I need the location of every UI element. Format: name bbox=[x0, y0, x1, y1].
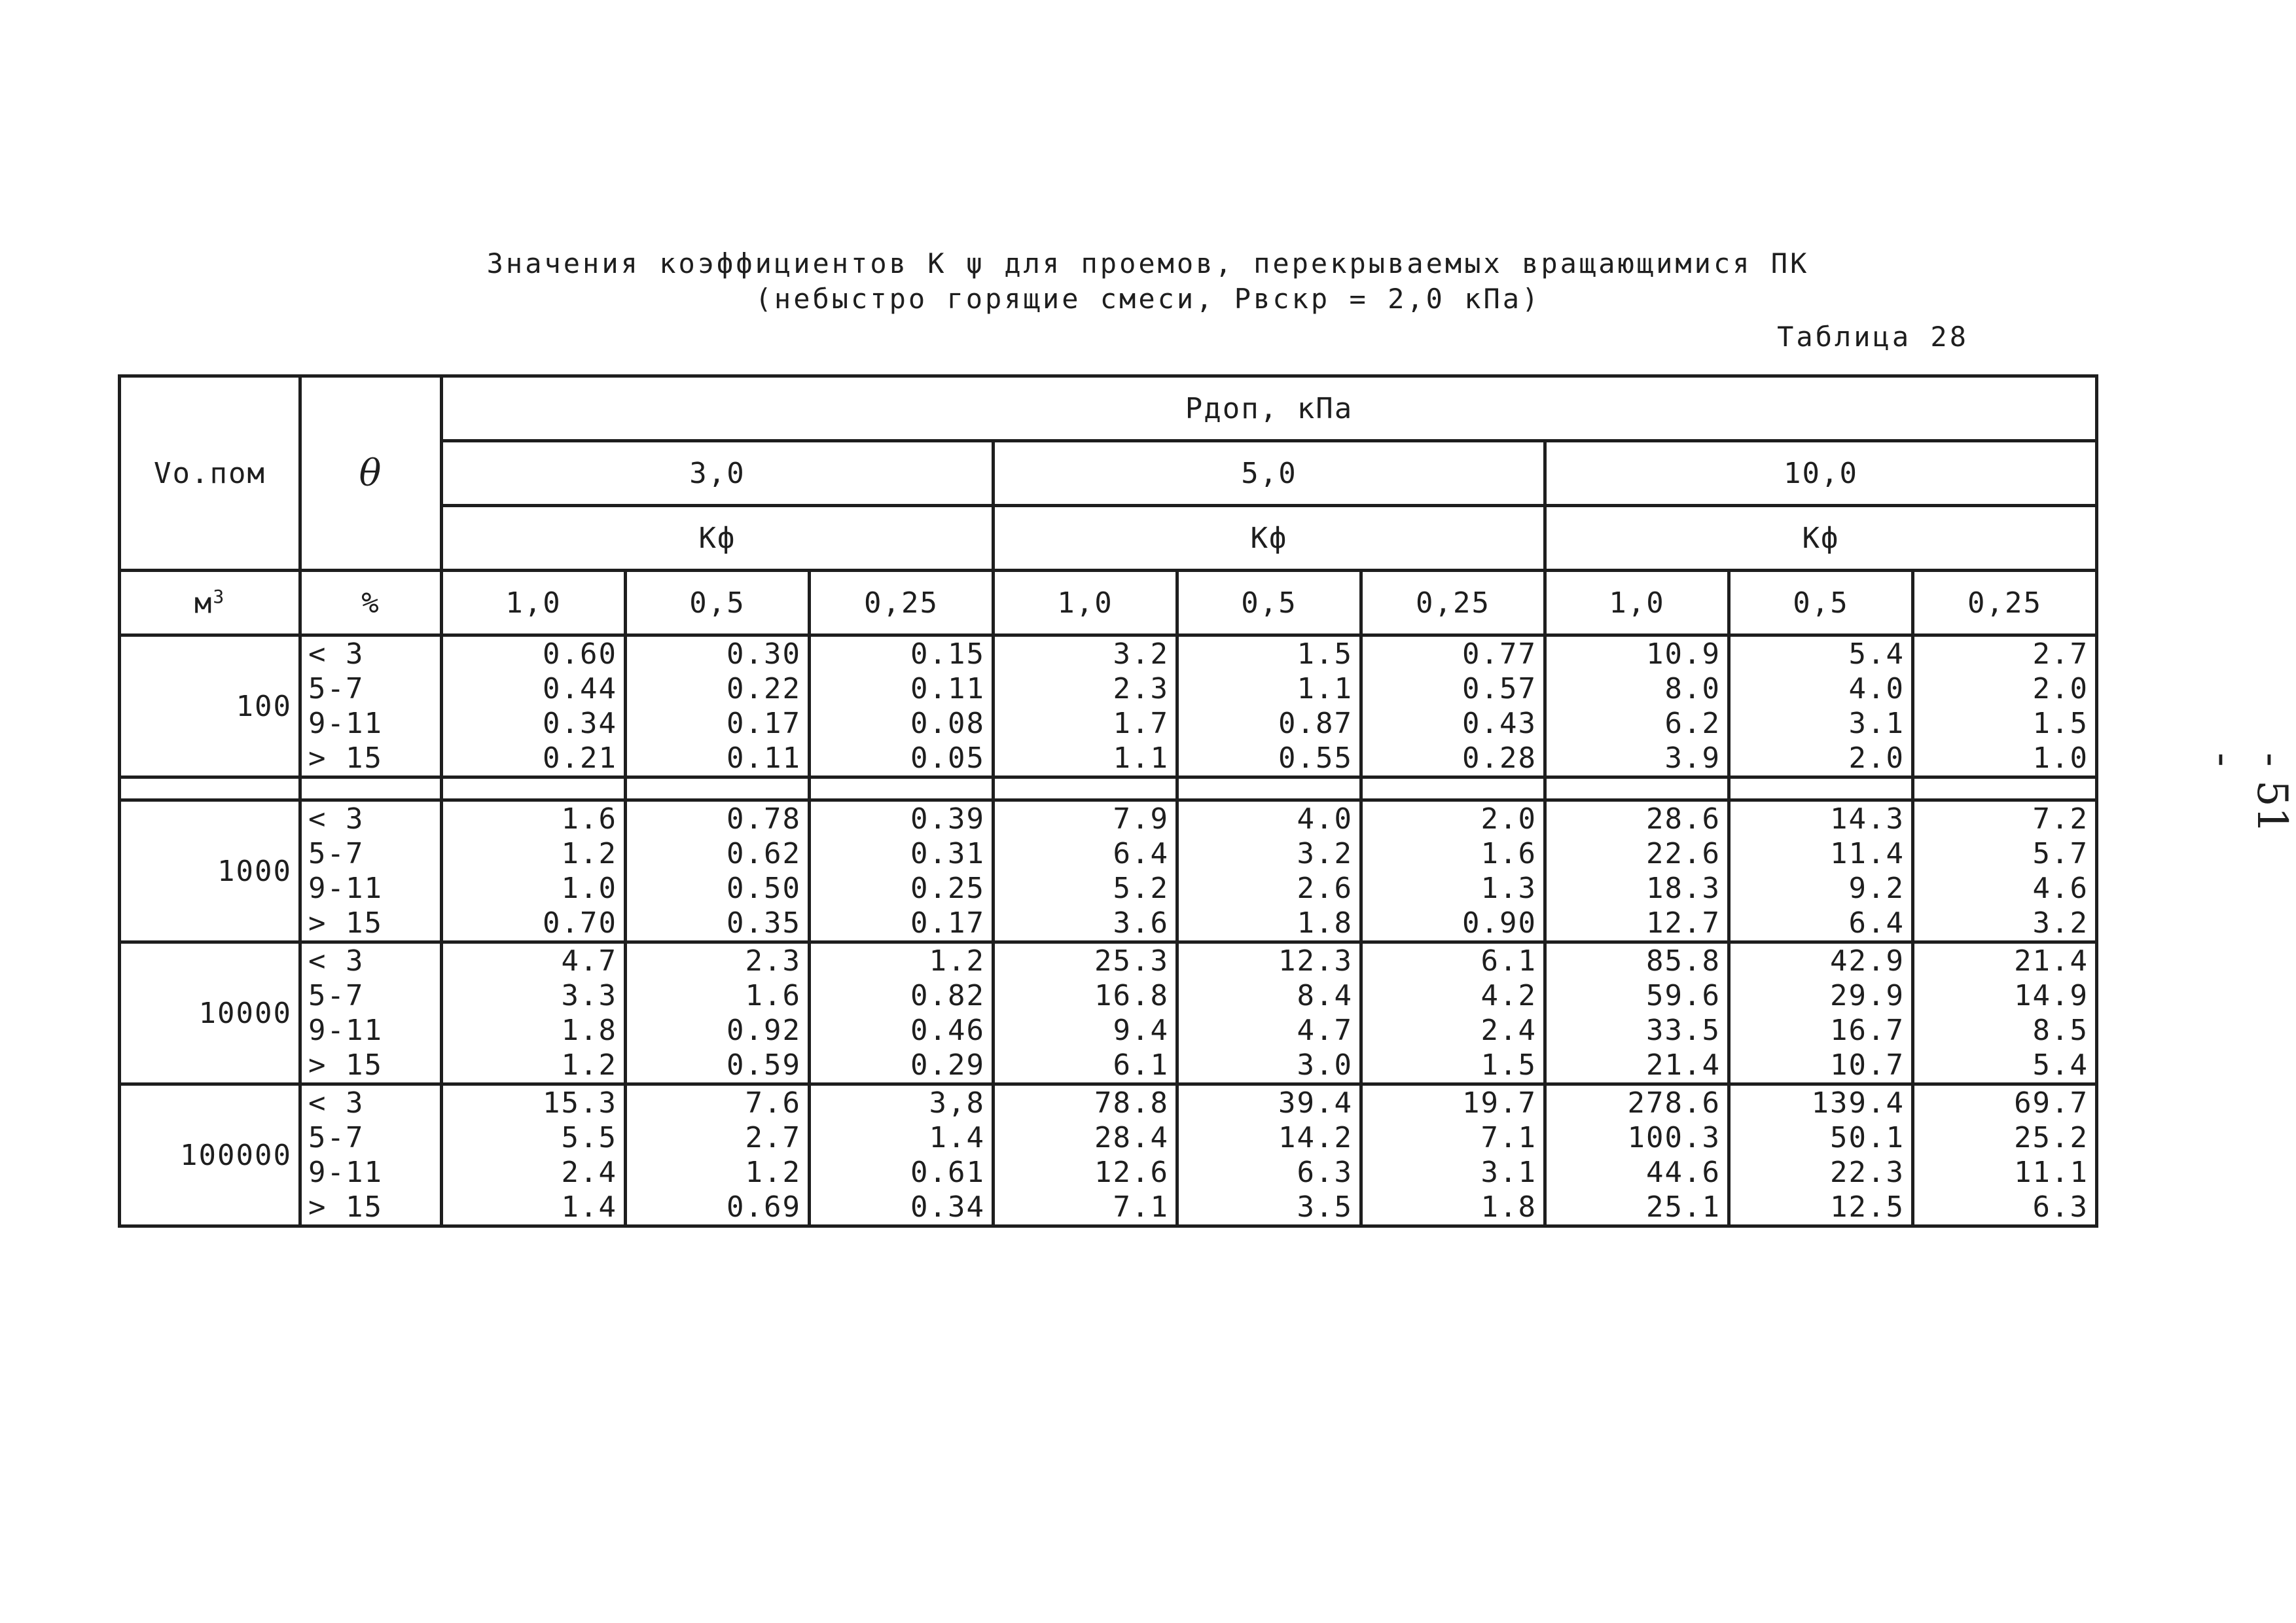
coefficient-table bbox=[118, 374, 2098, 1228]
value-cell: 25.3 16.8 9.4 6.1 bbox=[994, 942, 1177, 1084]
theta-unit: % bbox=[300, 571, 442, 635]
value-cell: 78.8 28.4 12.6 7.1 bbox=[994, 1084, 1177, 1226]
volume-cell: 10000 bbox=[120, 942, 300, 1084]
value-cell: 19.7 7.1 3.1 1.8 bbox=[1361, 1084, 1545, 1226]
value-cell: 15.3 5.5 2.4 1.4 bbox=[442, 1084, 626, 1226]
value-cell: 5.4 4.0 3.1 2.0 bbox=[1729, 635, 1913, 777]
table-title-line2: (небыстро горящие смеси, Pвскр = 2,0 кПа) bbox=[755, 283, 1541, 315]
k-value: 0,5 bbox=[1729, 571, 1913, 635]
page-number: - 51 - bbox=[2199, 753, 2296, 834]
value-cell: 85.8 59.6 33.5 21.4 bbox=[1545, 942, 1729, 1084]
theta-header bbox=[300, 376, 442, 571]
k-value: 0,25 bbox=[1913, 571, 2097, 635]
value-cell: 39.4 14.2 6.3 3.5 bbox=[1177, 1084, 1361, 1226]
value-cell: 2.3 1.6 0.92 0.59 bbox=[626, 942, 810, 1084]
k-header: Kф bbox=[1545, 506, 2097, 571]
value-cell: 10.9 8.0 6.2 3.9 bbox=[1545, 635, 1729, 777]
k-value: 0,25 bbox=[810, 571, 994, 635]
value-cell: 14.3 11.4 9.2 6.4 bbox=[1729, 800, 1913, 942]
k-value: 1,0 bbox=[1545, 571, 1729, 635]
value-cell: 0.78 0.62 0.50 0.35 bbox=[626, 800, 810, 942]
value-cell: 69.7 25.2 11.1 6.3 bbox=[1913, 1084, 2097, 1226]
value-cell: 4.0 3.2 2.6 1.8 bbox=[1177, 800, 1361, 942]
value-cell: 7.6 2.7 1.2 0.69 bbox=[626, 1084, 810, 1226]
table-row bbox=[120, 1084, 2097, 1226]
value-cell: 3,8 1.4 0.61 0.34 bbox=[810, 1084, 994, 1226]
vol-unit-sup: 3 bbox=[213, 585, 226, 607]
k-header: Kф bbox=[442, 506, 994, 571]
table-row bbox=[120, 800, 2097, 942]
value-cell: 1.5 1.1 0.87 0.55 bbox=[1177, 635, 1361, 777]
table-row bbox=[120, 635, 2097, 777]
vol-unit: м bbox=[194, 586, 213, 620]
theta-cell: < 3 5-7 9-11 > 15 bbox=[300, 1084, 442, 1226]
theta-cell: < 3 5-7 9-11 > 15 bbox=[300, 800, 442, 942]
value-cell: 0.77 0.57 0.43 0.28 bbox=[1361, 635, 1545, 777]
table-title-line1: Значения коэффициентов K ψ для проемов, перекрываемых вращающимися ПК bbox=[486, 247, 1810, 279]
theta-symbol: θ bbox=[359, 452, 383, 495]
value-cell: 7.9 6.4 5.2 3.6 bbox=[994, 800, 1177, 942]
volume-cell: 100 bbox=[120, 635, 300, 777]
theta-cell: < 3 5-7 9-11 > 15 bbox=[300, 635, 442, 777]
value-cell: 2.7 2.0 1.5 1.0 bbox=[1913, 635, 2097, 777]
volume-cell: 100000 bbox=[120, 1084, 300, 1226]
k-header: Kф bbox=[994, 506, 1545, 571]
k-value: 0,5 bbox=[626, 571, 810, 635]
value-cell: 0.60 0.44 0.34 0.21 bbox=[442, 635, 626, 777]
k-value: 1,0 bbox=[442, 571, 626, 635]
value-cell: 6.1 4.2 2.4 1.5 bbox=[1361, 942, 1545, 1084]
k-value: 0,25 bbox=[1361, 571, 1545, 635]
pdop-value: 3,0 bbox=[442, 441, 994, 506]
k-value: 0,5 bbox=[1177, 571, 1361, 635]
value-cell: 3.2 2.3 1.7 1.1 bbox=[994, 635, 1177, 777]
pdop-value: 10,0 bbox=[1545, 441, 2097, 506]
volume-cell: 1000 bbox=[120, 800, 300, 942]
value-cell: 0.15 0.11 0.08 0.05 bbox=[810, 635, 994, 777]
theta-cell: < 3 5-7 9-11 > 15 bbox=[300, 942, 442, 1084]
value-cell: 21.4 14.9 8.5 5.4 bbox=[1913, 942, 2097, 1084]
table-number: Таблица 28 bbox=[1777, 321, 1969, 353]
pdop-value: 5,0 bbox=[994, 441, 1545, 506]
value-cell: 278.6 100.3 44.6 25.1 bbox=[1545, 1084, 1729, 1226]
table-row bbox=[120, 942, 2097, 1084]
value-cell: 0.39 0.31 0.25 0.17 bbox=[810, 800, 994, 942]
value-cell: 0.30 0.22 0.17 0.11 bbox=[626, 635, 810, 777]
pdop-header: Pдоп, кПа bbox=[442, 376, 2097, 441]
k-value: 1,0 bbox=[994, 571, 1177, 635]
vol-unit-header bbox=[120, 571, 300, 635]
value-cell: 12.3 8.4 4.7 3.0 bbox=[1177, 942, 1361, 1084]
value-cell: 42.9 29.9 16.7 10.7 bbox=[1729, 942, 1913, 1084]
vol-header: Vo.пом bbox=[120, 376, 300, 571]
value-cell: 139.4 50.1 22.3 12.5 bbox=[1729, 1084, 1913, 1226]
value-cell: 2.0 1.6 1.3 0.90 bbox=[1361, 800, 1545, 942]
value-cell: 7.2 5.7 4.6 3.2 bbox=[1913, 800, 2097, 942]
value-cell: 1.2 0.82 0.46 0.29 bbox=[810, 942, 994, 1084]
row-divider bbox=[120, 777, 2097, 800]
value-cell: 28.6 22.6 18.3 12.7 bbox=[1545, 800, 1729, 942]
value-cell: 1.6 1.2 1.0 0.70 bbox=[442, 800, 626, 942]
value-cell: 4.7 3.3 1.8 1.2 bbox=[442, 942, 626, 1084]
